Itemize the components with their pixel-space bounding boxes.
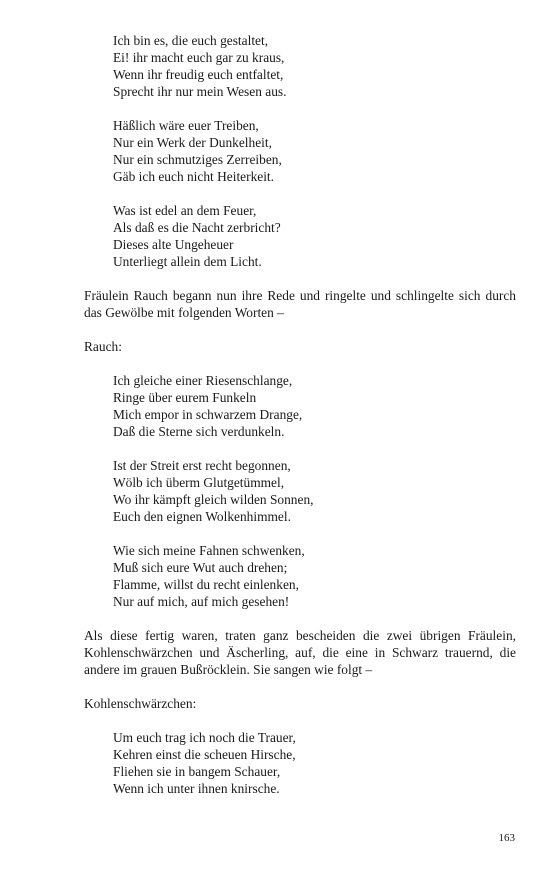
poem-stanza [113, 32, 516, 100]
verse-line: Wenn ihr freudig euch entfaltet, [113, 67, 284, 82]
verse-line: Wölb ich überm Glutgetümmel, [113, 475, 285, 490]
verse-line: Kehren einst die scheuen Hirsche, [113, 747, 296, 762]
verse-line: Ei! ihr macht euch gar zu kraus, [113, 50, 285, 65]
poem-stanza [113, 542, 516, 610]
poem-stanza [113, 729, 516, 797]
verse-line: Flamme, willst du recht einlenken, [113, 577, 299, 592]
verse-line: Unterliegt allein dem Licht. [113, 254, 262, 269]
speaker-label: Rauch: [84, 339, 122, 354]
verse-line: Wo ihr kämpft gleich wilden Sonnen, [113, 492, 314, 507]
poem-stanza [113, 457, 516, 525]
verse-line: Gäb ich euch nicht Heiterkeit. [113, 169, 274, 184]
verse-line: Wie sich meine Fahnen schwenken, [113, 543, 305, 558]
poem-stanza [113, 117, 516, 185]
prose-paragraph: Fräulein Rauch begann nun ihre Rede und ringelte und schlingelte sich durch das Gewölbe mit folgenden Worten – [84, 288, 516, 320]
verse-line: Fliehen sie in bangem Schauer, [113, 764, 281, 779]
verse-line: Ich bin es, die euch gestaltet, [113, 33, 269, 48]
speaker-label: Kohlenschwärzchen: [84, 696, 197, 711]
verse-line: Euch den eignen Wolkenhimmel. [113, 509, 291, 524]
page-number: 163 [498, 832, 515, 844]
verse-line: Häßlich wäre euer Treiben, [113, 118, 259, 133]
verse-line: Nur auf mich, auf mich gesehen! [113, 594, 290, 609]
verse-line: Als daß es die Nacht zerbricht? [113, 220, 281, 235]
verse-line: Ringe über eurem Funkeln [113, 390, 257, 405]
verse-line: Wenn ich unter ihnen knirsche. [113, 781, 280, 796]
verse-line: Nur ein schmutziges Zerreiben, [113, 152, 282, 167]
poem-stanza [113, 202, 516, 270]
verse-line: Was ist edel an dem Feuer, [113, 203, 257, 218]
verse-line: Ist der Streit erst recht begonnen, [113, 458, 291, 473]
verse-line: Daß die Sterne sich verdunkeln. [113, 424, 285, 439]
verse-line: Sprecht ihr nur mein Wesen aus. [113, 84, 287, 99]
poem-stanza [113, 372, 516, 440]
verse-line: Nur ein Werk der Dunkelheit, [113, 135, 272, 150]
verse-line: Um euch trag ich noch die Trauer, [113, 730, 296, 745]
verse-line: Muß sich eure Wut auch drehen; [113, 560, 288, 575]
verse-line: Mich empor in schwarzem Drange, [113, 407, 303, 422]
verse-line: Ich gleiche einer Riesenschlange, [113, 373, 293, 388]
verse-line: Dieses alte Ungeheuer [113, 237, 234, 252]
text-page [84, 32, 516, 814]
prose-paragraph: Als diese fertig waren, traten ganz bescheiden die zwei übrigen Fräulein, Kohlenschwärzchen und Äscherling, auf, die eine in Schwarz trauernd, die andere im grauen Bußröcklein. Sie sangen wie folgt – [84, 628, 516, 677]
